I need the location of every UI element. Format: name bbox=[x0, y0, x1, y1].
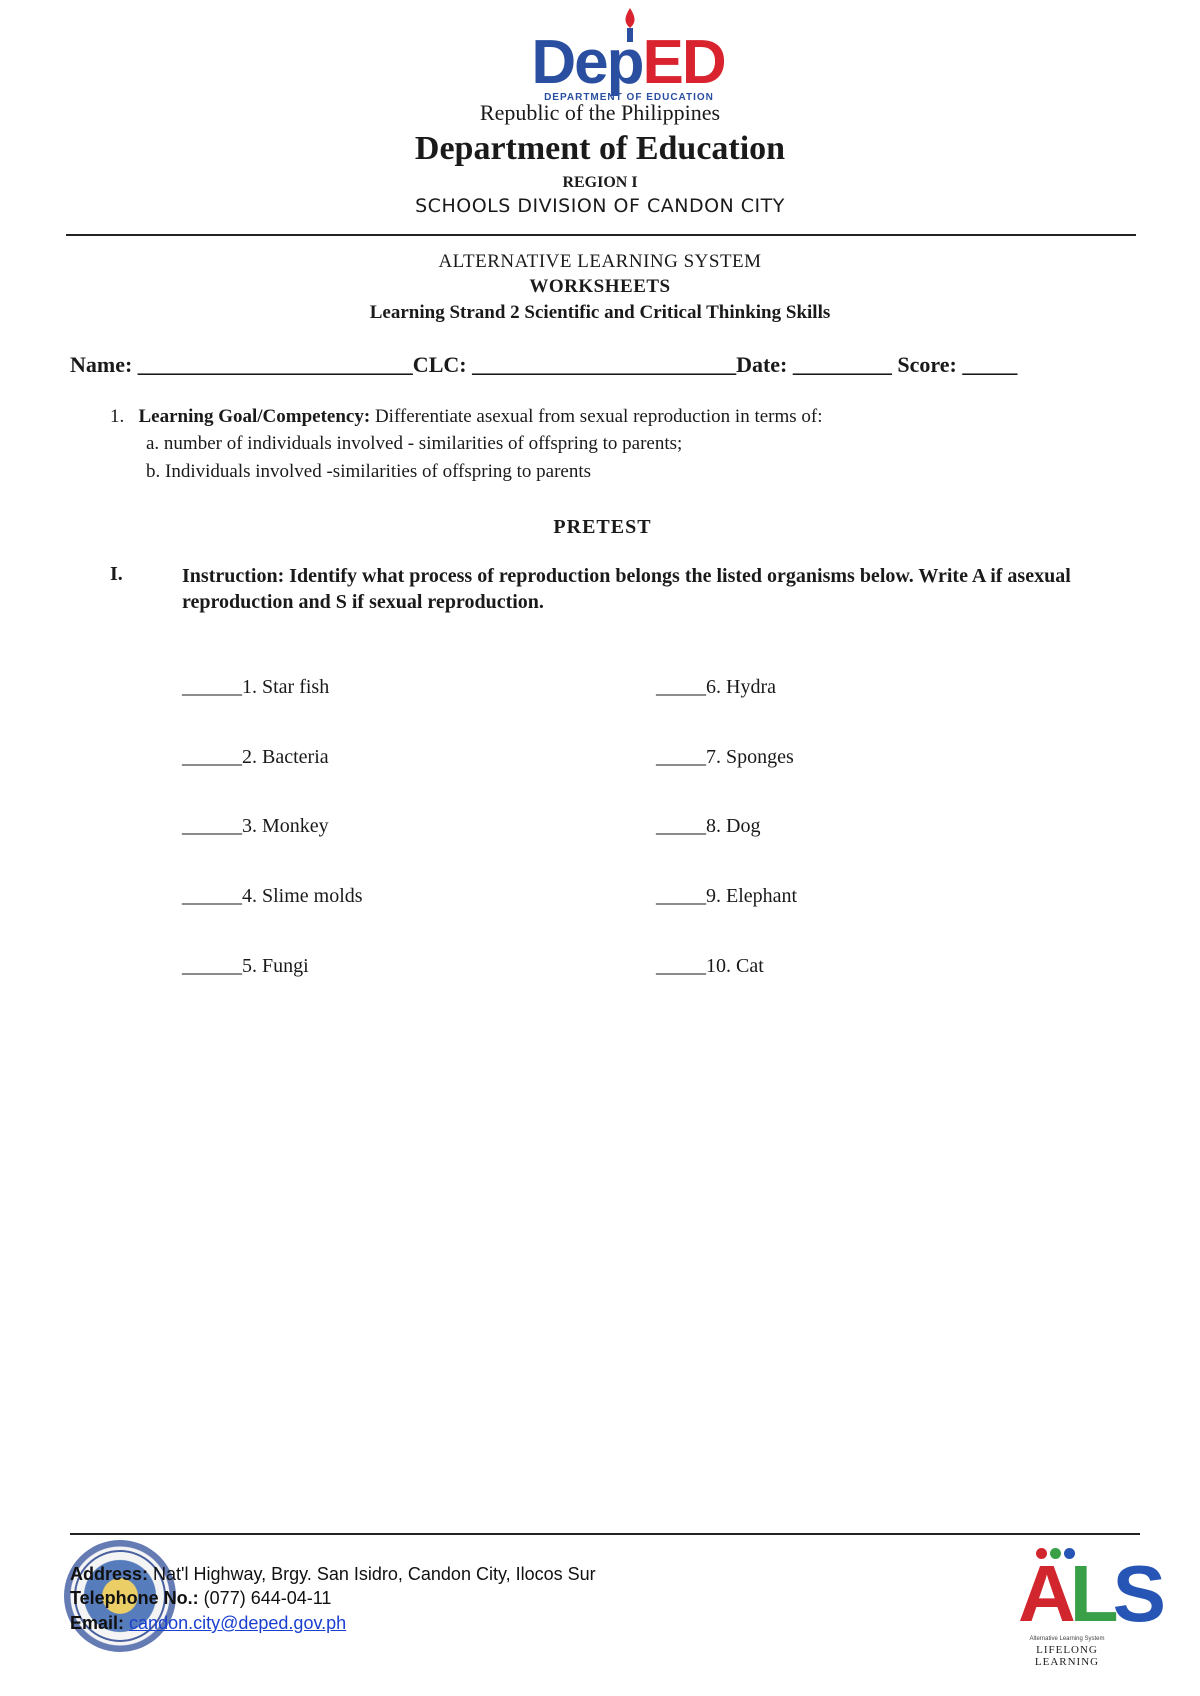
list-item[interactable]: ______1. Star fish bbox=[182, 676, 330, 698]
footer-divider bbox=[70, 1533, 1140, 1535]
als-logo-tagline: LIFELONG LEARNING bbox=[1034, 1644, 1100, 1668]
student-fields-line[interactable]: Name: _________________________CLC: ________________________Date: _________ Score: _____ bbox=[70, 352, 1018, 377]
footer-email: Email: candon.city@deped.gov.ph bbox=[70, 1613, 347, 1633]
goal-text: Differentiate asexual from sexual reproduction in terms of: bbox=[370, 406, 823, 427]
goal-number: 1. bbox=[110, 406, 125, 427]
als-logo-small-text: Alternative Learning System bbox=[1029, 1636, 1105, 1642]
list-item[interactable]: ______2. Bacteria bbox=[182, 746, 329, 768]
goal-item-b: b. Individuals involved -similarities of offspring to parents bbox=[146, 461, 592, 482]
email-link[interactable]: candon.city@deped.gov.ph bbox=[129, 1613, 347, 1633]
learning-goal bbox=[110, 406, 823, 428]
als-letters: ALS bbox=[1018, 1549, 1161, 1638]
als-logo bbox=[1004, 1540, 1161, 1668]
list-item[interactable]: _____10. Cat bbox=[656, 955, 764, 977]
division-text: SCHOOLS DIVISION OF CANDON CITY bbox=[415, 195, 785, 217]
department-title: Department of Education bbox=[414, 130, 786, 167]
section-number: I. bbox=[110, 563, 123, 585]
list-item[interactable]: ______4. Slime molds bbox=[182, 885, 363, 907]
list-item[interactable]: _____9. Elephant bbox=[656, 885, 798, 907]
header-divider bbox=[66, 234, 1136, 236]
list-item[interactable]: _____6. Hydra bbox=[656, 676, 776, 698]
goal-item-a: a. number of individuals involved - similarities of offspring to parents; bbox=[146, 433, 683, 454]
deped-wordmark: DepED bbox=[531, 28, 725, 97]
list-item[interactable]: _____7. Sponges bbox=[656, 746, 794, 768]
strand-title: Learning Strand 2 Scientific and Critical Thinking Skills bbox=[369, 302, 831, 323]
deped-logo-subtitle: DEPARTMENT OF EDUCATION bbox=[544, 92, 714, 103]
list-item[interactable]: ______3. Monkey bbox=[182, 815, 329, 837]
list-item[interactable]: ______5. Fungi bbox=[182, 955, 309, 977]
pretest-title: PRETEST bbox=[553, 516, 652, 538]
list-item[interactable]: _____8. Dog bbox=[656, 815, 761, 837]
region-text: REGION I bbox=[562, 174, 638, 191]
worksheet-title: WORKSHEETS bbox=[529, 276, 671, 297]
footer-address: Address: Nat'l Highway, Brgy. San Isidro, Candon City, Ilocos Sur bbox=[70, 1564, 596, 1584]
footer-phone: Telephone No.: (077) 644-04-11 bbox=[70, 1588, 332, 1608]
instruction-text: Instruction: Identify what process of reproduction belongs the listed organisms below. Write A if asexual reproduction and S if sexual reproduction. bbox=[182, 565, 1071, 613]
deped-logo bbox=[528, 8, 728, 106]
goal-label: Learning Goal/Competency: bbox=[138, 406, 371, 427]
republic-text: Republic of the Philippines bbox=[479, 100, 721, 125]
program-title: ALTERNATIVE LEARNING SYSTEM bbox=[438, 251, 762, 272]
